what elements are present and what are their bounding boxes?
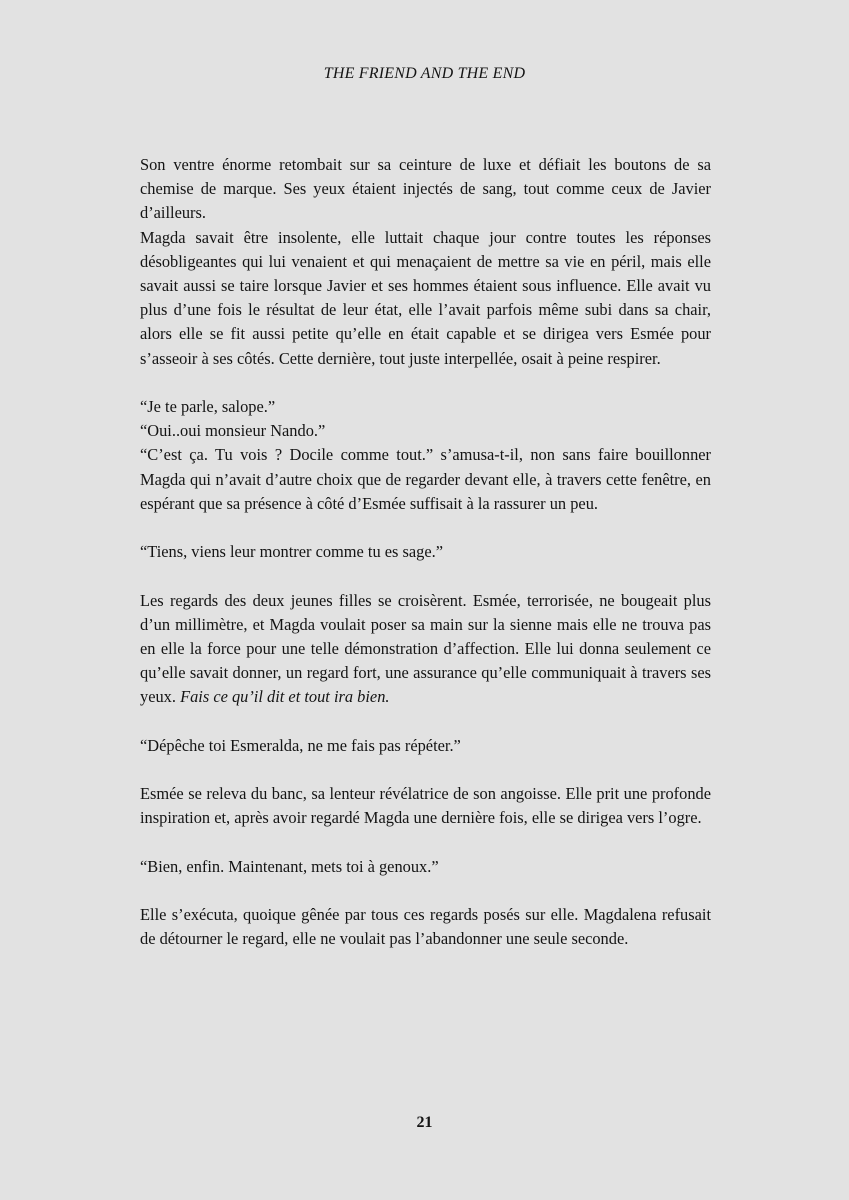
paragraph-2: Magda savait être insolente, elle luttait chaque jour contre toutes les réponses désobligeantes qui lui venaient et qui menaçaient de mettre sa vie en péril, mais elle savait aussi se taire lorsque Javier et ses hommes étaient sous influence. Elle avait vu plus d’une fois le résultat de leur état, elle l’avait parfois même subi dans sa chair, alors elle se fit aussi petite qu’elle en était capable et se dirigea vers Esmée pour s’asseoir à ses côtés. Cette dernière, tout juste interpellée, osait à peine respirer. (140, 227, 711, 368)
paragraph-gap (140, 879, 711, 903)
paragraph-6: Elle s’exécuta, quoique gênée par tous ces regards posés sur elle. Magdalena refusait de détourner le regard, elle ne voulait pas l’abandonner une seule seconde. (140, 905, 711, 949)
paragraph-gap (140, 564, 711, 588)
paragraph-4 (140, 589, 711, 710)
page-number: 21 (416, 1114, 433, 1131)
paragraph-1: Son ventre énorme retombait sur sa ceinture de luxe et défiait les boutons de sa chemise de marque. Ses yeux étaient injectés de sang, tout comme ceux de Javier d’ailleurs. (140, 155, 711, 223)
dialogue-line-5: “Bien, enfin. Maintenant, mets toi à genoux.” (140, 856, 439, 876)
dialogue-line-4: “Dépêche toi Esmeralda, ne me fais pas répéter.” (140, 735, 461, 755)
paragraph-5: Esmée se releva du banc, sa lenteur révélatrice de son angoisse. Elle prit une profonde inspiration et, après avoir regardé Magda une dernière fois, elle se dirigea vers l’ogre. (140, 784, 711, 828)
paragraph-3: “C’est ça. Tu vois ? Docile comme tout.” s’amusa-t-il, non sans faire bouillonner Magda qui n’avait d’autre choix que de regarder devant elle, à travers cette fenêtre, en espérant que sa présence à côté d’Esmée suffisait à la rassurer un peu. (140, 445, 711, 513)
paragraph-gap (140, 758, 711, 782)
paragraph-4-text: Les regards des deux jeunes filles se croisèrent. Esmée, terrorisée, ne bougeait plus d’un millimètre, et Magda voulait poser sa main sur la sienne mais elle ne trouva pas en elle la force pour une telle démonstration d’affection. Elle lui donna seulement ce qu’elle savait donner, un regard fort, une assurance qu’elle communiquait à travers ses yeux. (140, 590, 711, 707)
paragraph-gap (140, 710, 711, 734)
dialogue-line-1: “Je te parle, salope.” (140, 397, 276, 417)
paragraph-gap (140, 371, 711, 395)
dialogue-line-2: “Oui..oui monsieur Nando.” (140, 421, 326, 441)
running-head-title: THE FRIEND AND THE END (323, 65, 526, 82)
paragraph-gap (140, 516, 711, 540)
dialogue-line-3: “Tiens, viens leur montrer comme tu es sage.” (140, 542, 444, 562)
italic-thought: Fais ce qu’il dit et tout ira bien. (180, 687, 390, 707)
paragraph-gap (140, 831, 711, 855)
body-text (140, 153, 711, 952)
